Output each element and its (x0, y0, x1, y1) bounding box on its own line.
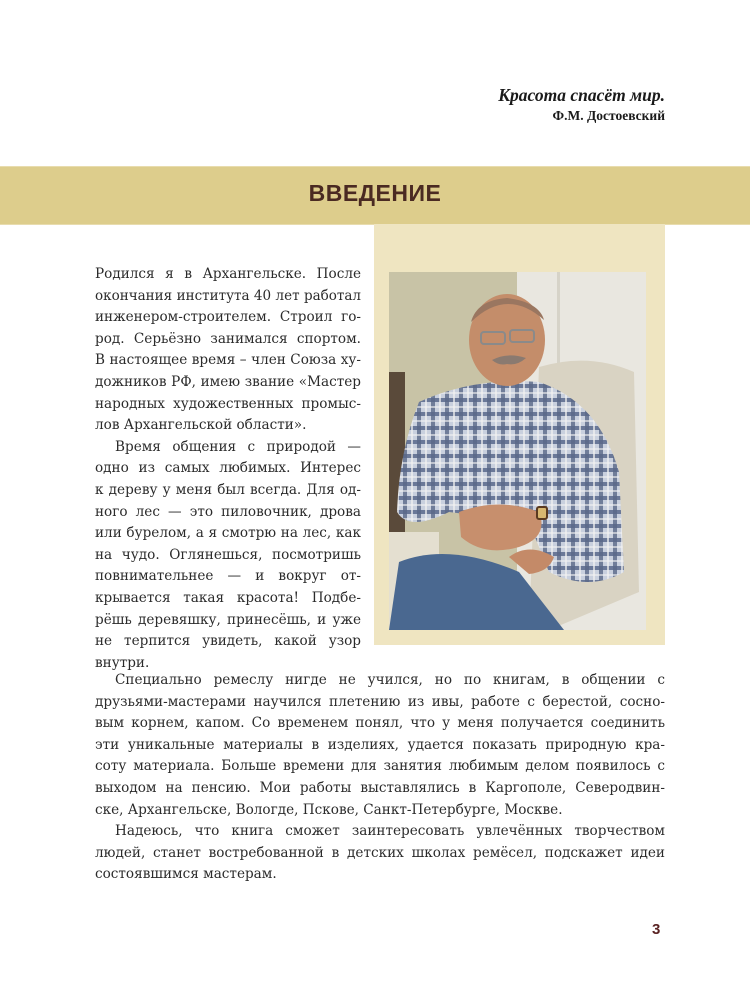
chapter-banner (0, 166, 750, 225)
text-line: род. Серьёзно занимался спортом. (95, 330, 361, 347)
chapter-title: ВВЕДЕНИЕ (308, 180, 442, 206)
text-line: рёшь деревяшку, принесёшь, и уже (95, 611, 361, 628)
text-line: лов Архангельской области». (95, 417, 307, 434)
photo-panel (374, 224, 665, 645)
intro-column-text (75, 264, 361, 674)
epigraph-quote: Красота спасёт мир. (498, 85, 665, 105)
portrait-photo-icon (389, 272, 646, 630)
text-line: друзьями-мастерами научился плетению из ивы, работе с берестой, сосно- (95, 693, 665, 710)
epigraph (498, 84, 665, 126)
paragraph-4 (75, 821, 665, 886)
text-line: окончания института 40 лет работал (95, 287, 361, 304)
text-line: Надеюсь, что книга сможет заинтересовать увлечённых творчеством (115, 823, 665, 840)
text-line: не терпится увидеть, какой узор (95, 633, 361, 650)
text-line: ске, Архангельске, Вологде, Пскове, Санкт-Петербурге, Москве. (95, 801, 563, 818)
text-line: инженером-строителем. Строил го- (95, 309, 361, 326)
text-line: к дереву у меня был всегда. Для од- (95, 481, 361, 498)
text-line: состоявшимся мастерам. (95, 866, 277, 883)
text-line: Родился я в Архангельске. После (95, 266, 361, 282)
text-line: вым корнем, капом. Со временем понял, что у меня получается соединить (95, 715, 665, 732)
text-line: одно из самых любимых. Интерес (95, 460, 361, 477)
intro-full-text (75, 670, 665, 886)
text-line: В настоящее время – член Союза ху- (95, 352, 361, 369)
paragraph-2 (75, 437, 361, 675)
epigraph-author: Ф.М. Достоевский (552, 108, 665, 123)
text-line: крывается такая красота! Подбе- (95, 589, 361, 606)
text-line: людей, станет востребованной в детских школах ремёсел, подскажет идеи (95, 844, 665, 861)
text-line: выходом на пенсию. Мои работы выставлялись в Каргополе, Северодвин- (95, 779, 665, 796)
text-line: Специально ремеслу нигде не учился, но по книгам, в общении с (115, 672, 665, 688)
text-line: народных художественных промыс- (95, 395, 361, 412)
text-line: повнимательнее — и вокруг от- (95, 568, 361, 585)
text-line: дожников РФ, имею звание «Мастер (95, 373, 361, 390)
paragraph-1 (75, 264, 361, 437)
text-line: Время общения с природой — (115, 438, 361, 455)
page-number: 3 (652, 921, 661, 938)
text-line: на чудо. Оглянешься, посмотришь (95, 546, 361, 563)
author-portrait-photo (389, 272, 646, 630)
text-line: ного лес — это пиловочник, дрова (95, 503, 361, 520)
text-line: эти уникальные материалы в изделиях, удается показать природную кра- (95, 736, 665, 753)
paragraph-3 (75, 670, 665, 821)
text-line: соту материала. Больше времени для занятия любимым делом появилось с (95, 758, 665, 775)
text-line: или бурелом, а я смотрю на лес, как (95, 525, 361, 542)
text-line: внутри. (95, 654, 150, 671)
